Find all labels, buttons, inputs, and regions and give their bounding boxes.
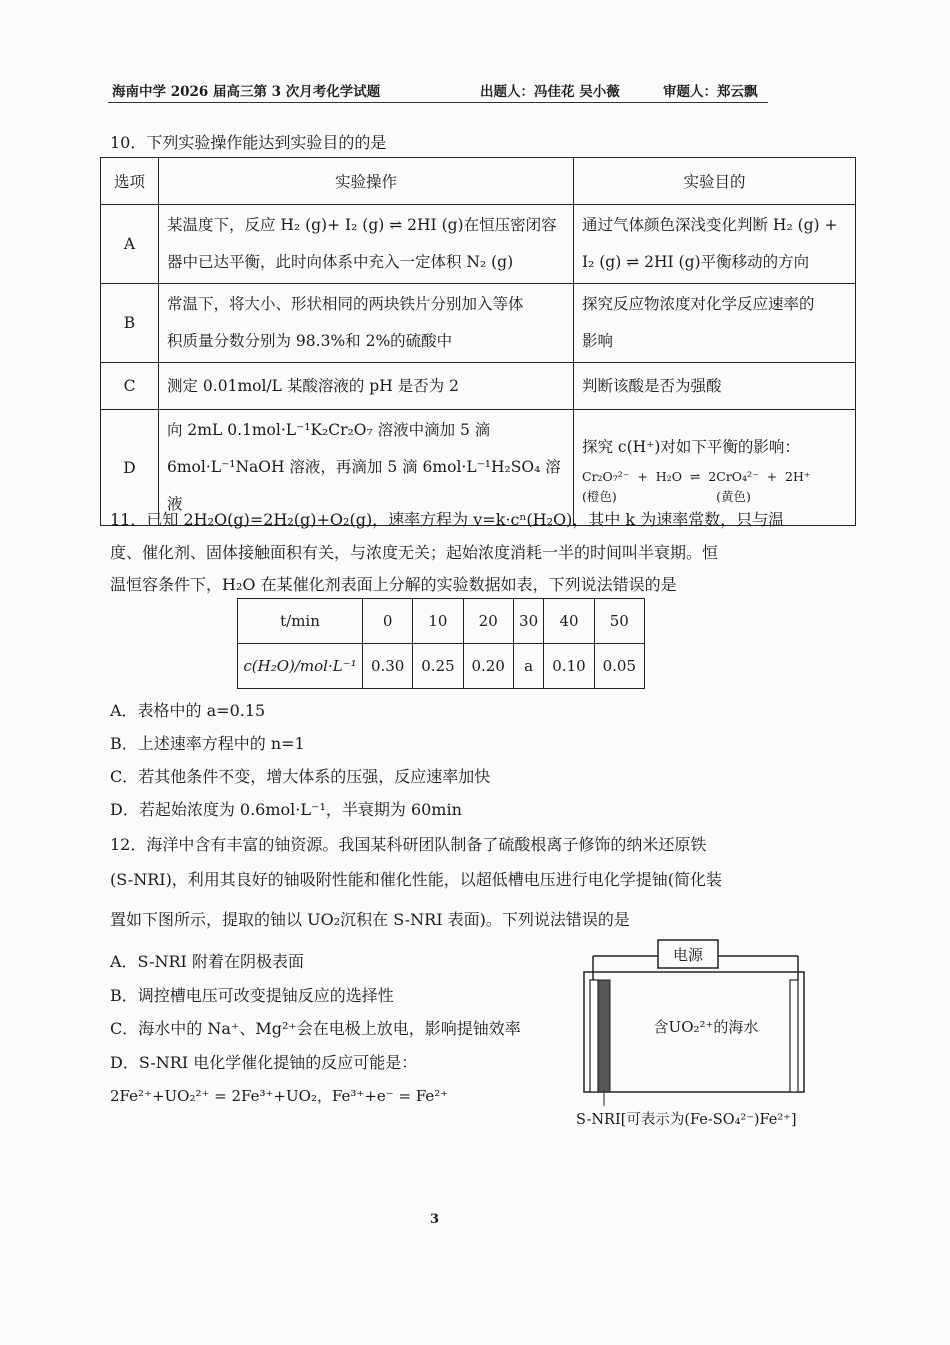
table-cell: t/min [238,599,363,644]
row-label: C [101,363,159,410]
purpose-line: 影响 [582,332,614,350]
exam-title: 海南中学 2026 届高三第 3 次月考化学试题 [112,84,381,100]
cathode-plate [590,980,598,1092]
power-label: 电源 [672,946,703,964]
operation-line: 向 2mL 0.1mol·L⁻¹K₂Cr₂O₇ 溶液中滴加 5 滴 [167,421,491,439]
q12-option-a: A．S-NRI 附着在阴极表面 [110,952,304,971]
page-number: 3 [430,1212,440,1227]
table-cell: 30 [513,599,544,644]
purpose-cell [574,205,856,284]
purpose-line: 通过气体颜色深浅变化判断 H₂ (g) + [582,216,838,234]
table-header-row [101,158,856,205]
operation-line: 某温度下，反应 H₂ (g)+ I₂ (g) ⇌ 2HI (g)在恒压密闭容 [167,216,557,234]
purpose-cell: 判断该酸是否为强酸 [574,363,856,410]
authors: 出题人：冯佳花 吴小薇 [480,84,620,100]
q12-option-c: C．海水中的 Na⁺、Mg²⁺会在电极上放电，影响提铀效率 [110,1019,521,1038]
col-purpose: 实验目的 [574,158,856,205]
row-label: D [101,410,159,526]
purpose-line: 探究 c(H⁺)对如下平衡的影响： [582,437,800,456]
q10-table [100,157,856,526]
operation-line: 6mol·L⁻¹NaOH 溶液，再滴加 5 滴 6mol·L⁻¹H₂SO₄ 溶液 [167,458,561,513]
table-cell: 10 [413,599,463,644]
table-row [101,205,856,284]
table-cell: 40 [544,599,594,644]
q12-stem-line: (S-NRI)，利用其良好的铀吸附性能和催化性能，以超低槽电压进行电化学提铀(简化装 [110,870,723,889]
q12-stem-line: 置如下图所示，提取的铀以 UO₂沉积在 S-NRI 表面)。下列说法错误的是 [110,910,630,929]
operation-line: 积质量分数分别为 98.3%和 2%的硫酸中 [167,332,453,350]
reviewer: 审题人：郑云飘 [663,84,758,100]
equilibrium-equation: Cr₂O₇²⁻ + H₂O ⇌ 2CrO₄²⁻ + 2H⁺ [582,468,811,484]
q11-stem-line: 温恒容条件下，H₂O 在某催化剂表面上分解的实验数据如表，下列说法错误的是 [110,575,677,594]
table-cell: 0.10 [544,644,594,689]
electrode-label: S-NRI[可表示为(Fe-SO₄²⁻)Fe²⁺] [576,1112,797,1128]
purpose-line: 探究反应物浓度对化学反应速率的 [582,295,815,313]
s-nri-coating [598,980,610,1092]
row-label: A [101,205,159,284]
col-operation: 实验操作 [159,158,574,205]
q12-option-d-equation: 2Fe²⁺+UO₂²⁺ = 2Fe³⁺+UO₂，Fe³⁺+e⁻ = Fe²⁺ [110,1087,449,1105]
table-cell: 0.25 [413,644,463,689]
q11-data-table [237,598,645,689]
table-row [238,644,645,689]
q12-option-b: B．调控槽电压可改变提铀反应的选择性 [110,986,394,1005]
q11-stem-line: 11．已知 2H₂O(g)=2H₂(g)+O₂(g)，速率方程为 v=k·cⁿ(H₂O)，其中 k 为速率常数，只与温 [110,510,785,529]
table-row [101,363,856,410]
page-header [108,80,768,103]
table-cell: 0 [363,599,413,644]
table-cell: c(H₂O)/mol·L⁻¹ [238,644,363,689]
table-cell: 20 [463,599,513,644]
q11-option-c: C．若其他条件不变，增大体系的压强，反应速率加快 [110,767,491,786]
table-cell: 50 [594,599,644,644]
table-row [238,599,645,644]
operation-cell: 测定 0.01mol/L 某酸溶液的 pH 是否为 2 [159,363,574,410]
operation-line: 器中已达平衡，此时向体系中充入一定体积 N₂ (g) [167,253,514,271]
q11-option-d: D．若起始浓度为 0.6mol·L⁻¹，半衰期为 60min [110,800,462,819]
row-label: B [101,284,159,363]
table-cell: a [513,644,544,689]
operation-line: 常温下，将大小、形状相同的两块铁片分别加入等体 [167,295,524,313]
equilibrium-colors: (橙色) (黄色) [582,488,751,504]
q11-stem-line: 度、催化剂、固体接触面积有关，与浓度无关；起始浓度消耗一半的时间叫半衰期。恒 [110,543,719,562]
table-cell: 0.30 [363,644,413,689]
table-cell: 0.05 [594,644,644,689]
q12-stem-line: 12．海洋中含有丰富的铀资源。我国某科研团队制备了硫酸根离子修饰的纳米还原铁 [110,835,707,854]
purpose-line: I₂ (g) ⇌ 2HI (g)平衡移动的方向 [582,253,810,271]
q12-option-d: D．S-NRI 电化学催化提铀的反应可能是： [110,1053,418,1072]
col-option: 选项 [101,158,159,205]
purpose-cell [574,284,856,363]
table-row [101,284,856,363]
q11-option-a: A．表格中的 a=0.15 [110,701,266,720]
electrolysis-diagram [576,936,806,1136]
table-cell: 0.20 [463,644,513,689]
solution-label: 含UO₂²⁺的海水 [653,1018,759,1036]
q11-option-b: B．上述速率方程中的 n=1 [110,734,305,753]
q10-stem: 10．下列实验操作能达到实验目的的是 [110,133,387,152]
anode-plate [790,980,798,1092]
operation-cell [159,205,574,284]
operation-cell [159,284,574,363]
